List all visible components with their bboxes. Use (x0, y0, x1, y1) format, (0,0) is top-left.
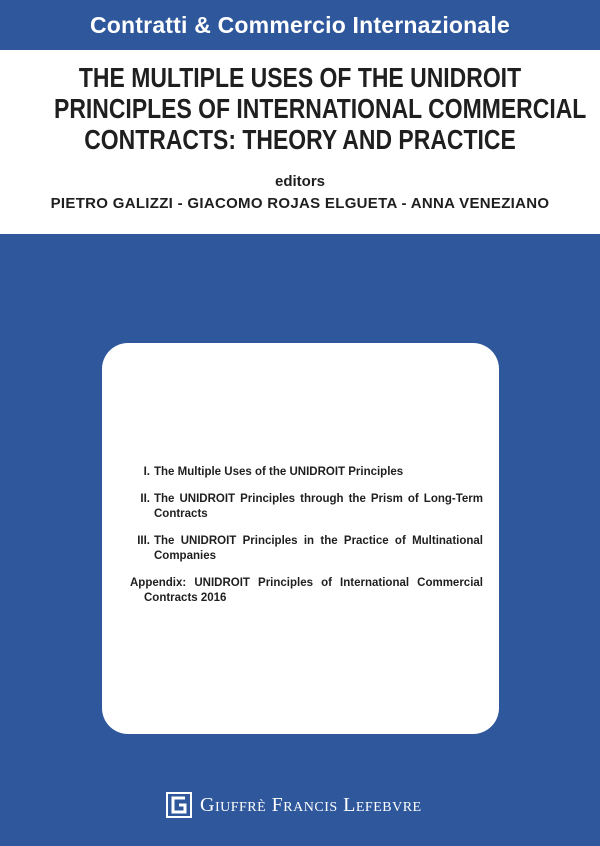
book-title-line-1: THE MULTIPLE USES OF THE UNIDROIT (78, 62, 522, 93)
editors-label: editors (274, 173, 325, 190)
toc-item-number: III. (137, 535, 150, 547)
book-title-line-2: PRINCIPLES OF INTERNATIONAL COMMERCIAL (54, 93, 587, 124)
title-panel (0, 50, 600, 234)
publisher-name: Giuffrè Francis Lefebvre (200, 793, 422, 816)
toc-item (130, 492, 483, 522)
series-title: Contratti & Commercio Internazionale (90, 11, 510, 38)
toc-item-number: II. (140, 493, 150, 505)
book-title (54, 62, 587, 155)
book-title-line-3: CONTRACTS: THEORY AND PRACTICE (84, 124, 516, 155)
publisher-logo-icon (166, 792, 192, 818)
toc-item-title: The UNIDROIT Principles through the Prism of Long-Term Contracts (154, 493, 483, 520)
toc-appendix-label: Appendix: (130, 577, 187, 589)
toc-appendix (130, 576, 483, 606)
series-band (0, 0, 600, 50)
toc-item (130, 465, 483, 480)
toc-appendix-text (130, 576, 483, 606)
toc-appendix-title: UNIDROIT Principles of International Commercial Contracts 2016 (144, 577, 483, 604)
table-of-contents (130, 465, 483, 618)
toc-item-title: The UNIDROIT Principles in the Practice of Multinational Companies (154, 535, 483, 562)
editors-names: PIETRO GALIZZI - GIACOMO ROJAS ELGUETA - ANNA VENEZIANO (50, 195, 550, 212)
toc-item-number: I. (143, 466, 150, 478)
toc-item-title: The Multiple Uses of the UNIDROIT Principles (154, 466, 404, 478)
toc-item (130, 534, 483, 564)
publisher-imprint (166, 792, 422, 818)
